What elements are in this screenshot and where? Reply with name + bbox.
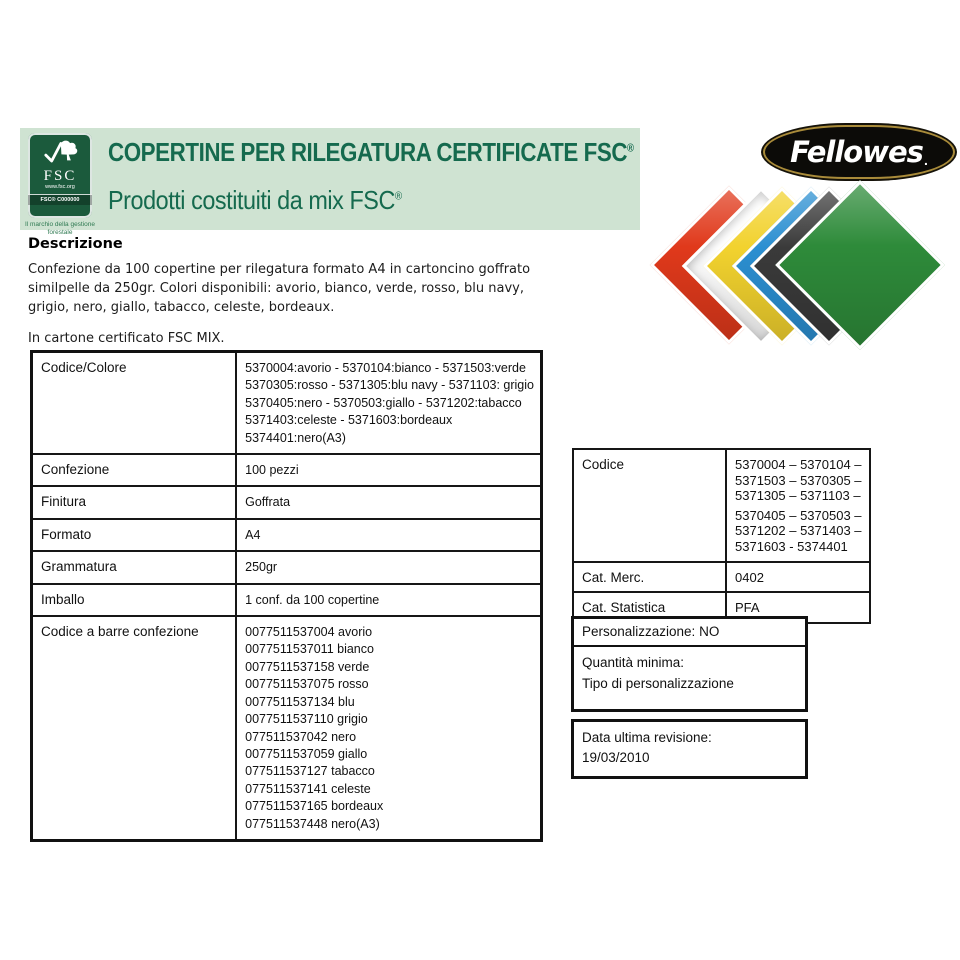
value-line: 250gr [245,560,278,575]
row-label: Codice [573,449,726,562]
row-value [236,352,541,455]
row-value [236,551,541,583]
fellowes-mark: . [923,152,928,168]
value-group [245,592,534,609]
value-line: PFA [735,600,760,616]
value-line: A4 [245,527,261,542]
revision-label: Data ultima revisione: [582,730,712,745]
value-group [735,457,863,504]
table-row [32,486,542,518]
personalization-line: Tipo di personalizzazione [582,676,734,691]
row-value [236,616,541,840]
personalization-box [571,616,808,712]
fellowes-wordmark: Fellowes [790,135,923,169]
value-line: 0077511537004 avorio [245,625,373,640]
value-line: 5371403:celeste - 5371603:bordeaux [245,413,453,428]
value-line: 5370004 – 5370104 – [735,457,862,472]
row-label: Confezione [32,454,237,486]
revision-box [571,719,808,779]
table-row [32,454,542,486]
row-value [236,584,541,616]
value-group [245,462,534,479]
value-line: Goffrata [245,495,291,510]
value-line: 0077511537134 blu [245,694,355,709]
value-line: 5374401:nero(A3) [245,430,346,445]
codes-table [572,448,871,624]
value-line: 5370004:avorio - 5370104:bianco - 5371503:verde [245,361,526,375]
row-value [236,454,541,486]
row-label: Imballo [32,584,237,616]
row-label: Finitura [32,486,237,518]
fsc-banner [20,128,640,236]
table-row [573,449,870,562]
value-line: 0077511537075 rosso [245,677,369,692]
personalization-flag: Personalizzazione: NO [574,619,805,647]
revision-date: 19/03/2010 [582,749,650,765]
spec-table [30,350,543,842]
value-line: 5371503 – 5370305 – [735,472,862,488]
value-group [245,559,534,576]
value-line: 5371202 – 5371403 – [735,523,862,539]
row-label: Cat. Statistica [573,592,726,623]
value-line: 1 conf. da 100 copertine [245,592,380,607]
fellowes-logo [763,125,955,179]
registered-mark: ® [394,190,402,203]
fsc-acronym: FSC [43,168,77,184]
value-line: 0077511537011 bianco [245,642,374,657]
value-group [245,527,534,544]
value-line: 5370305:rosso - 5371305:blu navy - 5371103: grigio [245,378,534,393]
value-group [735,508,863,555]
value-line: 077511537165 bordeaux [245,799,384,814]
page-subtitle: Prodotti costituiti da mix FSC® [108,185,402,215]
registered-mark: ® [627,142,634,155]
value-line: 077511537127 tabacco [245,764,375,779]
value-group [245,360,534,447]
value-group [735,600,863,616]
table-row [32,551,542,583]
value-line: 0077511537158 verde [245,659,370,674]
value-line: 5371305 – 5371103 – [735,488,861,504]
row-label: Cat. Merc. [573,562,726,593]
row-value [236,519,541,551]
row-label: Grammatura [32,551,237,583]
personalization-details [574,647,805,709]
value-line: 0077511537110 grigio [245,712,368,727]
banner-text [108,137,719,216]
table-row [32,616,542,840]
table-row [573,562,870,593]
value-line: 077511537448 nero(A3) [245,816,380,831]
table-row [32,519,542,551]
row-label: Codice/Colore [32,352,237,455]
value-line: 5371603 - 5374401 [735,538,848,554]
fsc-url: www.fsc.org [45,184,75,190]
row-label: Formato [32,519,237,551]
value-line: 0077511537059 giallo [245,746,368,761]
table-row [32,352,542,455]
description-body: Confezione da 100 copertine per rilegatura formato A4 in cartoncino goffrato similpelle da 250gr. Colori disponibili: avorio, bianco, verde, rosso, blu navy, grigio, nero, giallo, tabacco, celeste, bordeaux. [28,262,531,315]
fsc-badge [28,133,92,218]
value-group [735,570,863,586]
description-note: In cartone certificato FSC MIX. [28,330,225,346]
value-line: 5370405 – 5370503 – [735,507,862,523]
row-value [236,486,541,518]
description-section [28,236,552,349]
value-line: 077511537042 nero [245,729,357,744]
description-heading: Descrizione [28,236,123,252]
row-label: Codice a barre confezione [32,616,237,840]
value-line: 5370405:nero - 5370503:giallo - 5371202:tabacco [245,395,522,410]
row-value [726,562,870,593]
row-value [726,449,870,562]
fsc-tree-icon [41,136,79,166]
table-row [32,584,542,616]
personalization-line: Quantità minima: [582,655,685,670]
value-group [245,494,534,511]
fsc-caption: Il marchio della gestione forestale [24,221,96,236]
value-line: 100 pezzi [245,463,299,478]
fsc-license-code: FSC® C000000 [28,194,92,205]
value-line: 077511537141 celeste [245,781,371,796]
value-line: 0402 [735,569,764,585]
value-group [245,624,534,833]
page-title: COPERTINE PER RILEGATURA CERTIFICATE FSC® [108,137,634,167]
